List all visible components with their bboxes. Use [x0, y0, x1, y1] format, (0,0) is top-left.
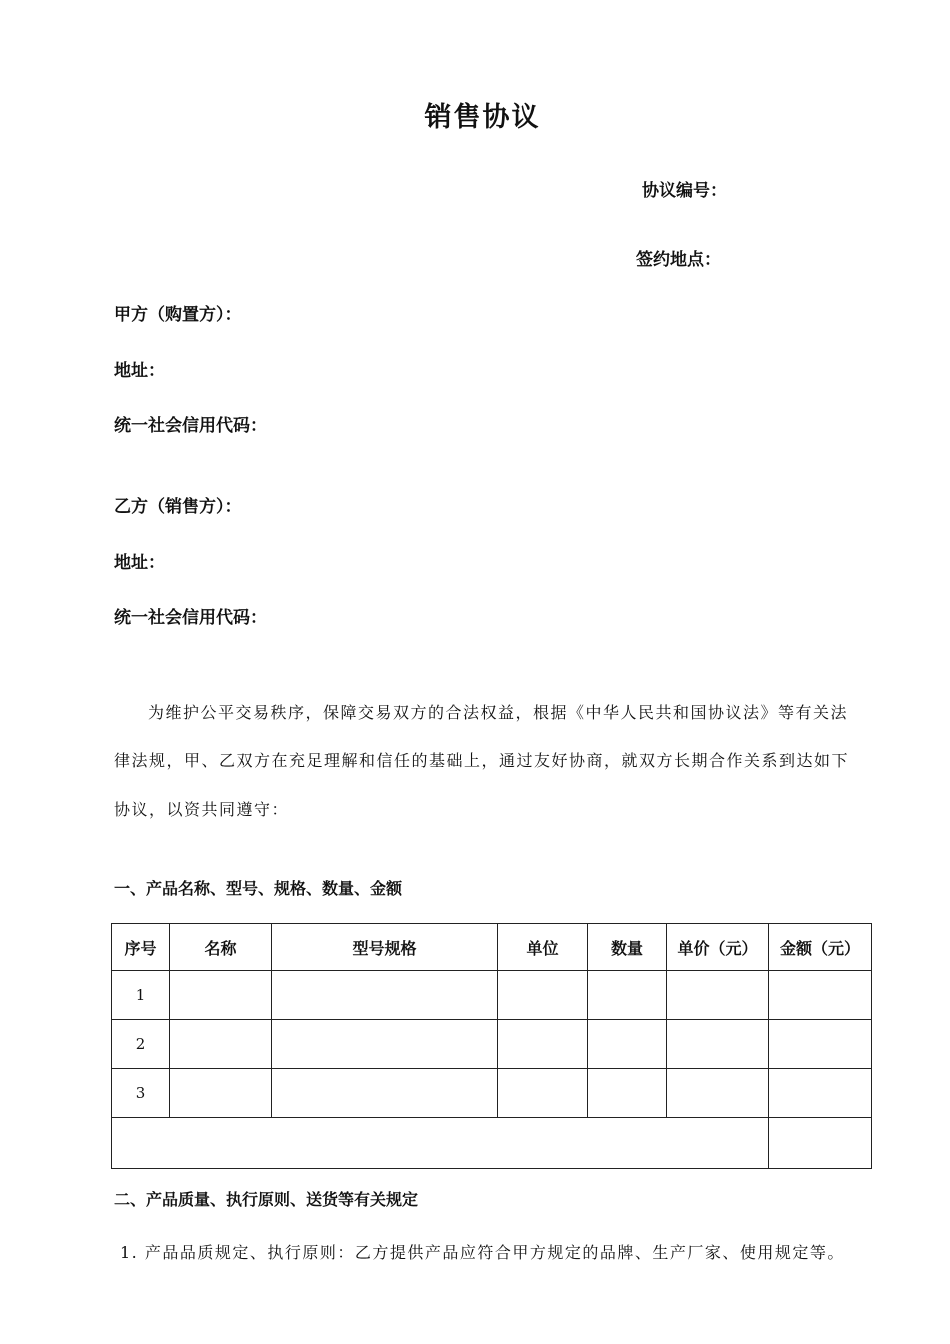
table-header-row — [112, 924, 872, 971]
column-header-amount: 金额（元） — [769, 924, 872, 971]
preamble-line-2: 律法规，甲、乙双方在充足理解和信任的基础上，通过友好协商，就双方长期合作关系到达如下 — [114, 751, 850, 770]
product-table — [111, 923, 872, 1169]
cell-amount[interactable] — [769, 1069, 872, 1118]
party-b-name-label: 乙方（销售方）： — [114, 497, 242, 517]
party-a-credit-code-label: 统一社会信用代码： — [114, 416, 267, 436]
cell-quantity[interactable] — [588, 971, 667, 1020]
cell-name[interactable] — [170, 971, 272, 1020]
cell-quantity[interactable] — [588, 1069, 667, 1118]
column-header-no: 序号 — [112, 924, 170, 971]
column-header-model: 型号规格 — [272, 924, 498, 971]
column-header-name: 名称 — [170, 924, 272, 971]
agreement-number-label: 协议编号： — [642, 181, 727, 201]
cell-unit-price[interactable] — [667, 971, 769, 1020]
party-a-address-label: 地址： — [114, 361, 165, 381]
table-row — [112, 1069, 872, 1118]
cell-unit[interactable] — [498, 1020, 588, 1069]
section-2-heading: 二、产品质量、执行原则、送货等有关规定 — [114, 1190, 419, 1209]
section-1-heading: 一、产品名称、型号、规格、数量、金额 — [114, 879, 403, 898]
party-b-address-label: 地址： — [114, 553, 165, 573]
cell-model[interactable] — [272, 971, 498, 1020]
total-label-cell — [112, 1118, 769, 1169]
column-header-unit-price: 单价（元） — [667, 924, 769, 971]
cell-name[interactable] — [170, 1069, 272, 1118]
cell-unit[interactable] — [498, 1069, 588, 1118]
section-2-item-1: 1. 产品品质规定、执行原则：乙方提供产品应符合甲方规定的品牌、生产厂家、使用规定等。 — [120, 1243, 845, 1262]
cell-unit[interactable] — [498, 971, 588, 1020]
total-amount-cell[interactable] — [769, 1118, 872, 1169]
table-row — [112, 1020, 872, 1069]
row-number: 1 — [112, 971, 170, 1020]
signing-place-label: 签约地点： — [636, 250, 721, 270]
preamble-line-3: 协议，以资共同遵守： — [114, 800, 290, 819]
cell-name[interactable] — [170, 1020, 272, 1069]
cell-unit-price[interactable] — [667, 1069, 769, 1118]
row-number: 2 — [112, 1020, 170, 1069]
table-total-row — [112, 1118, 872, 1169]
document-title: 销售协议 — [424, 102, 541, 133]
cell-model[interactable] — [272, 1069, 498, 1118]
table-row — [112, 971, 872, 1020]
party-a-name-label: 甲方（购置方）： — [114, 305, 242, 325]
row-number: 3 — [112, 1069, 170, 1118]
cell-quantity[interactable] — [588, 1020, 667, 1069]
column-header-quantity: 数量 — [588, 924, 667, 971]
cell-unit-price[interactable] — [667, 1020, 769, 1069]
party-b-credit-code-label: 统一社会信用代码： — [114, 608, 267, 628]
cell-model[interactable] — [272, 1020, 498, 1069]
cell-amount[interactable] — [769, 1020, 872, 1069]
column-header-unit: 单位 — [498, 924, 588, 971]
cell-amount[interactable] — [769, 971, 872, 1020]
preamble-line-1: 为维护公平交易秩序，保障交易双方的合法权益，根据《中华人民共和国协议法》等有关法 — [148, 703, 849, 722]
